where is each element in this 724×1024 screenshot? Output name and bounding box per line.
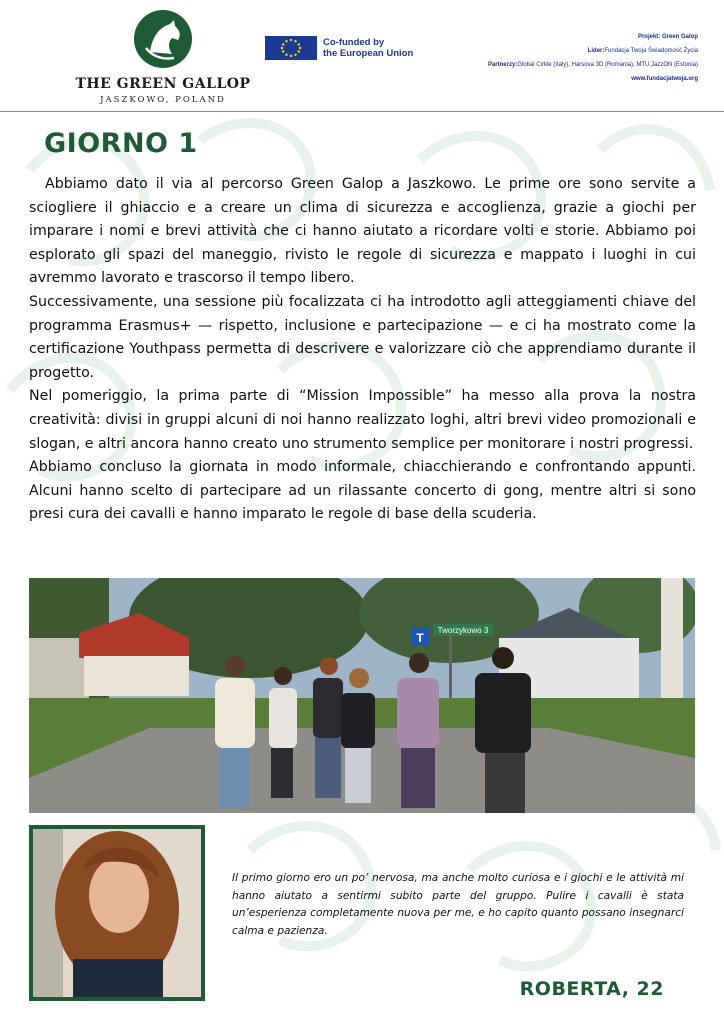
logo-title: THE GREEN GALLOP: [75, 76, 251, 92]
testimonial-author: ROBERTA, 22: [519, 978, 664, 1000]
day-title: GIORNO 1: [44, 128, 198, 159]
project-label: Projekt:: [637, 34, 661, 40]
leader-value: Fundacja Twoja Świadomość Życia: [604, 48, 698, 54]
street-sign-name: Tworzykowo 3: [437, 626, 489, 635]
paragraph-2: Successivamente, una sessione più focalizzata ci ha introdotto agli atteggiamenti chiave del programma Erasmus+ — rispetto, inclusione e partecipazione — e ci ha mostrato come la certificazione Youthpass permetta di descrivere e valorizzare ciò che apprendiamo durante il progetto.: [29, 293, 696, 381]
street-sign-letter: T: [416, 631, 424, 645]
logo-subtitle: JASZKOWO, POLAND: [100, 95, 226, 105]
partners-value: Global Cirkle (Italy), Harsova 3D (Romania), MTU JazzON (Estonia): [517, 62, 698, 68]
partners-label: Partnerzy:: [487, 62, 518, 68]
website-link[interactable]: www.fundacjatwoja.org: [631, 76, 698, 82]
group-walking-photo: [29, 578, 695, 813]
eu-text-line2: the European Union: [323, 48, 414, 59]
eu-text-line1: Co-funded by: [323, 37, 385, 48]
leader-label: Lider:: [587, 48, 605, 54]
article-body: [29, 173, 696, 527]
roberta-portrait: [29, 825, 205, 1001]
paragraph-3: Nel pomeriggio, la prima parte di “Mission Impossible” ha messo alla prova la nostra creatività: divisi in gruppi alcuni di noi hanno realizzato loghi, altri brevi video promozionali e slogan, e altri ancora hanno creato uno strumento semplice per monitorare i nostri progressi.: [29, 388, 696, 452]
paragraph-1: Abbiamo dato il via al percorso Green Galop a Jaszkowo. Le prime ore sono servite a sciogliere il ghiaccio e a creare un clima di sicurezza e accoglienza, grazie a giochi per imparare i nomi e brevi attività che ci hanno aiutato a ricordare volti e storie. Abbiamo poi esplorato gli spazi del maneggio, rivisto le regole di sicurezza e mappato i luoghi in cui avremmo lavorato e trascorso il tempo libero.: [29, 176, 696, 287]
portrait-illustration: [33, 829, 201, 997]
project-value: Green Galop: [661, 34, 698, 40]
testimonial-quote: Il primo giorno ero un po’ nervosa, ma anche molto curiosa e i giochi e le attività mi hanno aiutato a sentirmi subito parte del gruppo. Pulire i cavalli è stata un’esperienza completamente nuova per me, e ho capito quanto possano insegnarci calma e pazienza.: [232, 872, 684, 937]
group-photo-illustration: [29, 578, 695, 813]
paragraph-4: Abbiamo concluso la giornata in modo informale, chiacchierando e confrontando appunti. Alcuni hanno scelto di partecipare ad un rilassante concerto di gong, mentre altri si sono presi cura dei cavalli e hanno imparato le regole di base della scuderia.: [29, 459, 696, 523]
